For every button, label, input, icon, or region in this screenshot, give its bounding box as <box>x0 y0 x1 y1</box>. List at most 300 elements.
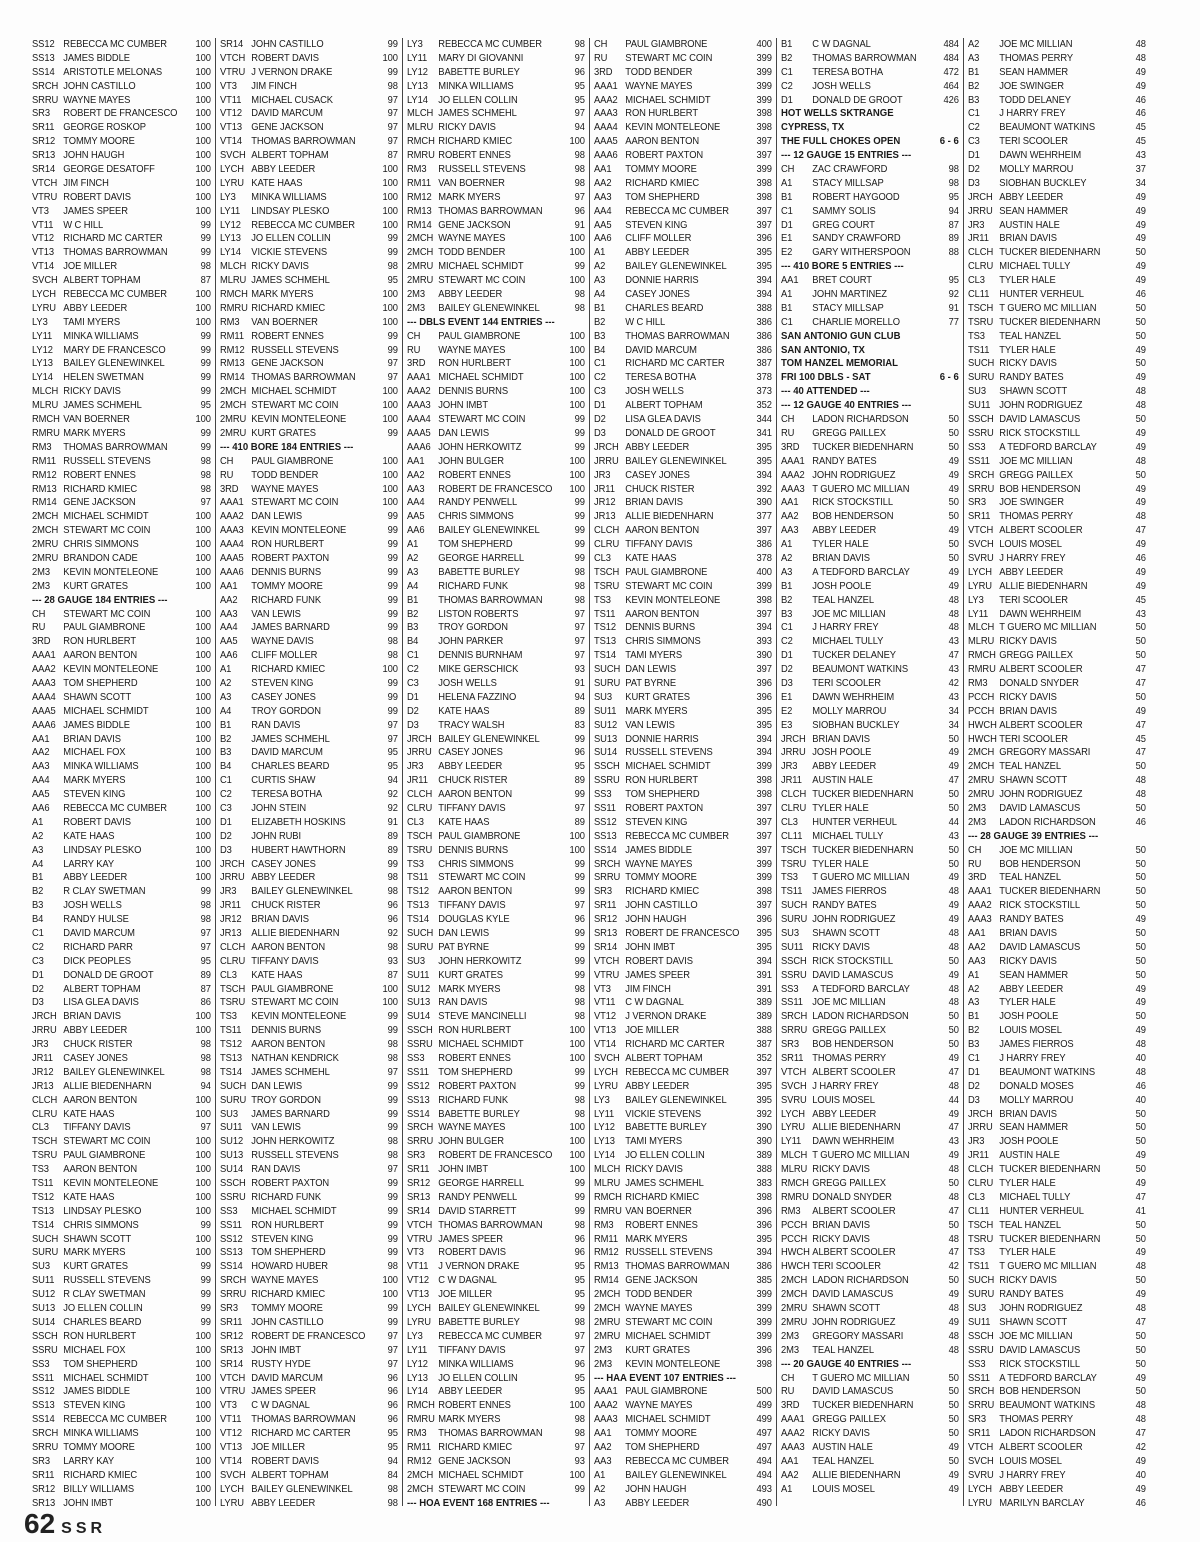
score: 42 <box>948 677 959 689</box>
score: 100 <box>195 205 211 217</box>
shooter-name: MICHAEL SCHMIDT <box>251 1205 337 1217</box>
class-code: VTRU <box>407 1233 433 1245</box>
class-code: JR12 <box>32 1066 54 1078</box>
score: 398 <box>756 789 772 801</box>
class-code: SS3 <box>220 1205 238 1217</box>
class-code: SR3 <box>968 497 986 509</box>
score: 99 <box>574 789 585 801</box>
class-code: A2 <box>968 39 980 50</box>
score: 100 <box>382 302 398 314</box>
section-header-text: SAN ANTONIO GUN CLUB <box>781 330 901 342</box>
shooter-name: ABBY LEEDER <box>999 191 1064 203</box>
score: 48 <box>948 983 959 995</box>
score: 47 <box>948 775 959 787</box>
class-code: CLCH <box>968 247 994 259</box>
shooter-name: RICHARD KMIEC <box>251 1289 326 1301</box>
score: 99 <box>387 539 398 551</box>
score: 48 <box>1135 775 1146 787</box>
shooter-name: ALLIE BIEDENHARN <box>999 580 1088 592</box>
score: 395 <box>756 455 772 467</box>
class-code: LY11 <box>781 1136 802 1148</box>
class-code: A1 <box>594 247 606 259</box>
shooter-name: C W DAGNAL <box>625 997 684 1009</box>
result-row <box>32 649 211 663</box>
score: 352 <box>756 1053 772 1065</box>
score: 389 <box>756 1150 772 1162</box>
class-code: TSRU <box>968 1233 994 1245</box>
score: 49 <box>1135 205 1146 217</box>
class-code: 3RD <box>32 636 51 648</box>
score: 83 <box>574 719 585 731</box>
class-code: AAA2 <box>220 511 244 523</box>
result-row <box>781 288 959 302</box>
shooter-name: TOMMY MOORE <box>625 164 697 176</box>
result-row <box>968 955 1146 969</box>
shooter-name: CHRIS SIMMONS <box>438 511 514 523</box>
result-row <box>220 427 398 441</box>
score: 49 <box>948 1483 959 1495</box>
score: 49 <box>1135 275 1146 287</box>
class-code: SRRU <box>968 1400 995 1412</box>
result-row <box>32 316 211 330</box>
result-row <box>220 858 398 872</box>
result-row <box>594 580 772 594</box>
shooter-name: DAN LEWIS <box>438 427 490 439</box>
class-code: C3 <box>32 955 44 967</box>
shooter-name: JOE MC MILLIAN <box>999 455 1073 467</box>
result-row <box>220 205 398 219</box>
shooter-name: DAVID MARCUM <box>63 928 135 939</box>
score: 98 <box>574 997 585 1009</box>
score: 49 <box>948 872 959 884</box>
section-header <box>781 385 959 399</box>
class-code: SVCH <box>220 150 246 162</box>
score: 97 <box>574 1344 585 1356</box>
class-code: HWCH <box>968 733 997 745</box>
class-code: RU <box>407 344 421 356</box>
class-code: E1 <box>781 691 793 703</box>
shooter-name: DONALD DE GROOT <box>63 969 154 981</box>
score: 394 <box>756 622 772 634</box>
shooter-name: JO ELLEN COLLIN <box>251 233 331 245</box>
result-row <box>594 941 772 955</box>
result-row <box>407 1177 585 1191</box>
result-row <box>220 1483 398 1497</box>
result-row <box>594 455 772 469</box>
class-code: SS11 <box>407 1066 429 1078</box>
score: 50 <box>1135 941 1146 953</box>
score: 98 <box>574 1316 585 1328</box>
class-code: JR11 <box>781 775 802 787</box>
class-code: SR12 <box>220 1330 244 1342</box>
shooter-name: TAMI MYERS <box>63 316 120 328</box>
result-row <box>594 191 772 205</box>
score: 397 <box>756 608 772 620</box>
score: 100 <box>195 747 211 759</box>
result-row <box>407 927 585 941</box>
score: 490 <box>756 1497 772 1509</box>
score: 95 <box>574 1386 585 1398</box>
result-row <box>407 608 585 622</box>
class-code: TS11 <box>968 1261 990 1273</box>
class-code: LYRU <box>220 177 244 189</box>
score: 50 <box>1135 1344 1146 1356</box>
result-row <box>32 1205 211 1219</box>
result-row <box>594 399 772 413</box>
shooter-name: LOUIS MOSEL <box>812 1094 875 1106</box>
score: 48 <box>1135 1303 1146 1315</box>
result-row <box>407 469 585 483</box>
score: 98 <box>387 1261 398 1273</box>
shooter-name: KATE HAAS <box>251 177 303 189</box>
result-row <box>781 441 959 455</box>
score: 396 <box>756 1219 772 1231</box>
score: 395 <box>756 1094 772 1106</box>
shooter-name: BRIAN DAVIS <box>63 1011 121 1023</box>
class-code: LY13 <box>220 233 241 245</box>
class-code: SU11 <box>968 400 991 412</box>
score: 50 <box>1135 1219 1146 1231</box>
result-row <box>968 441 1146 455</box>
class-code: TS14 <box>594 650 617 662</box>
result-row <box>32 135 211 149</box>
score: 99 <box>387 1080 398 1092</box>
result-row <box>594 1010 772 1024</box>
section-header-text: --- 410 BORE 184 ENTRIES --- <box>220 441 354 453</box>
score: 95 <box>387 761 398 773</box>
class-code: C1 <box>32 928 44 939</box>
class-code: LY3 <box>968 594 984 606</box>
result-row <box>594 927 772 941</box>
score: 100 <box>195 1205 211 1217</box>
result-row <box>968 719 1146 733</box>
result-row <box>220 1469 398 1483</box>
result-row <box>32 1149 211 1163</box>
class-code: A2 <box>407 552 419 564</box>
score: 95 <box>574 1275 585 1287</box>
class-code: SR3 <box>32 108 50 120</box>
class-code: 2M3 <box>781 1344 799 1356</box>
score: 99 <box>574 1066 585 1078</box>
class-code: C3 <box>220 802 232 814</box>
result-row <box>32 566 211 580</box>
score: 99 <box>574 511 585 523</box>
score: 99 <box>387 1108 398 1120</box>
score: 391 <box>756 983 772 995</box>
score: 49 <box>1135 1150 1146 1162</box>
shooter-name: W C HILL <box>625 316 666 328</box>
class-code: 2M3 <box>781 1330 799 1342</box>
result-row <box>594 816 772 830</box>
class-code: JR3 <box>594 469 611 481</box>
class-code: TSCH <box>220 983 246 995</box>
result-row <box>32 1372 211 1386</box>
section-header-text: --- HOA EVENT 168 ENTRIES --- <box>407 1497 550 1509</box>
shooter-name: NATHAN KENDRICK <box>251 1053 339 1065</box>
shooter-name: BAILEY GLENEWINKEL <box>438 1303 540 1315</box>
score: 48 <box>948 622 959 634</box>
score: 94 <box>948 205 959 217</box>
score: 87 <box>200 983 211 995</box>
result-row <box>32 1274 211 1288</box>
result-row <box>968 469 1146 483</box>
class-code: RMCH <box>220 289 248 301</box>
result-row <box>781 663 959 677</box>
class-code: VT12 <box>220 108 243 120</box>
class-code: RMCH <box>594 1191 622 1203</box>
class-code: MLCH <box>594 1164 621 1176</box>
score: 373 <box>756 386 772 398</box>
score: 99 <box>387 622 398 634</box>
score: 100 <box>382 414 398 426</box>
class-code: LYRU <box>32 302 56 314</box>
result-row <box>968 802 1146 816</box>
class-code: SU13 <box>32 1303 56 1315</box>
score: 99 <box>574 441 585 453</box>
shooter-name: ABBY LEEDER <box>63 872 128 884</box>
shooter-name: JOSH WELLS <box>812 80 871 92</box>
shooter-name: TUCKER BIEDENHARN <box>812 441 914 453</box>
score: 99 <box>387 1303 398 1315</box>
result-row <box>968 941 1146 955</box>
shooter-name: ALLIE BIEDENHARN <box>63 1080 152 1092</box>
score: 394 <box>756 289 772 301</box>
class-code: VT14 <box>220 136 243 148</box>
result-row <box>407 1080 585 1094</box>
shooter-name: ALBERT TOPHAM <box>251 1469 329 1481</box>
shooter-name: J HARRY FREY <box>812 1080 879 1092</box>
score: 398 <box>756 886 772 898</box>
shooter-name: WAYNE MAYES <box>625 1400 693 1412</box>
score: 100 <box>569 1400 585 1412</box>
result-row <box>594 1483 772 1497</box>
shooter-name: PAUL GIAMBRONE <box>438 830 521 842</box>
shooter-name: JOHN IMBT <box>251 1344 301 1356</box>
result-row <box>781 524 959 538</box>
score: 100 <box>382 289 398 301</box>
score: 399 <box>756 1303 772 1315</box>
result-row <box>407 774 585 788</box>
score: 49 <box>1135 261 1146 273</box>
result-row <box>32 996 211 1010</box>
score: 100 <box>382 664 398 676</box>
result-row <box>594 760 772 774</box>
shooter-name: CHARLIE MORELLO <box>812 316 900 328</box>
score: 48 <box>948 608 959 620</box>
result-row <box>32 302 211 316</box>
class-code: RM3 <box>968 677 988 689</box>
score: 484 <box>943 39 959 50</box>
class-code: VT11 <box>32 219 54 231</box>
score: 100 <box>195 830 211 842</box>
class-code: SU12 <box>594 719 618 731</box>
class-code: CH <box>781 164 795 176</box>
result-row <box>220 677 398 691</box>
score: 50 <box>1135 469 1146 481</box>
score: 47 <box>1135 525 1146 537</box>
shooter-name: TOM SHEPHERD <box>438 539 513 551</box>
score: 100 <box>195 1372 211 1384</box>
result-row <box>781 1233 959 1247</box>
result-row <box>594 1274 772 1288</box>
score: 100 <box>195 1164 211 1176</box>
shooter-name: STEWART MC COIN <box>63 608 151 620</box>
score: 47 <box>1135 1428 1146 1440</box>
score: 44 <box>948 1094 959 1106</box>
result-row <box>968 1080 1146 1094</box>
class-code: LYCH <box>407 1303 431 1315</box>
class-code: SRCH <box>32 80 59 92</box>
score: 50 <box>1135 302 1146 314</box>
result-row <box>781 871 959 885</box>
result-row <box>781 246 959 260</box>
score: 99 <box>574 539 585 551</box>
result-row <box>968 1455 1146 1469</box>
result-row <box>594 288 772 302</box>
result-row <box>220 1441 398 1455</box>
shooter-name: JAMES FIERROS <box>999 1039 1074 1051</box>
result-row <box>594 1288 772 1302</box>
class-code: TSRU <box>407 844 433 856</box>
score: 100 <box>569 1164 585 1176</box>
result-row <box>781 580 959 594</box>
shooter-name: BAILEY GLENEWINKEL <box>625 261 727 273</box>
class-code: VT14 <box>220 1455 243 1467</box>
result-row <box>407 1149 585 1163</box>
shooter-name: GEORGE ROSKOP <box>63 122 146 134</box>
score: 50 <box>948 1039 959 1051</box>
class-code: JRRU <box>407 747 432 759</box>
class-code: LYCH <box>781 1108 805 1120</box>
class-code: CH <box>781 1372 795 1384</box>
score: 96 <box>387 900 398 912</box>
result-row <box>594 469 772 483</box>
shooter-name: J HARRY FREY <box>999 1469 1066 1481</box>
score: 100 <box>569 233 585 245</box>
shooter-name: THOMAS BARROWMAN <box>438 594 543 606</box>
score: 99 <box>200 247 211 259</box>
score: 98 <box>574 289 585 301</box>
result-row <box>407 121 585 135</box>
score: 96 <box>574 205 585 217</box>
score: 96 <box>574 1247 585 1259</box>
class-code: VT3 <box>407 1247 424 1259</box>
shooter-name: DICK PEOPLES <box>63 955 131 967</box>
shooter-name: BRIAN DAVIS <box>812 552 870 564</box>
class-code: TS13 <box>220 1053 243 1065</box>
result-row <box>32 1344 211 1358</box>
score: 99 <box>387 858 398 870</box>
score: 87 <box>387 150 398 162</box>
class-code: D2 <box>32 983 44 995</box>
result-row <box>407 1121 585 1135</box>
shooter-name: PAUL GIAMBRONE <box>251 983 334 995</box>
class-code: AA5 <box>32 789 50 801</box>
class-code: SR11 <box>32 1469 55 1481</box>
class-code: SS3 <box>781 983 799 995</box>
shooter-name: JOE SWINGER <box>999 80 1064 92</box>
shooter-name: RICKY DAVIS <box>251 261 309 273</box>
score: 100 <box>569 1150 585 1162</box>
result-row <box>32 663 211 677</box>
class-code: SS12 <box>407 1080 430 1092</box>
class-code: AA6 <box>594 233 612 245</box>
result-row <box>407 1372 585 1386</box>
class-code: JR12 <box>220 914 242 926</box>
score: 98 <box>574 1094 585 1106</box>
score: 100 <box>195 1330 211 1342</box>
result-row <box>968 413 1146 427</box>
result-row <box>594 1135 772 1149</box>
shooter-name: ABBY LEEDER <box>625 1080 690 1092</box>
class-code: SR13 <box>594 928 618 939</box>
score: 91 <box>574 219 585 231</box>
shooter-name: JOHN IMBT <box>625 941 675 953</box>
result-row <box>32 1413 211 1427</box>
result-row <box>968 344 1146 358</box>
shooter-name: RICHARD FUNK <box>251 594 321 606</box>
score: 97 <box>574 108 585 120</box>
score: 397 <box>756 830 772 842</box>
results-column <box>776 38 963 1506</box>
result-row <box>32 1163 211 1177</box>
result-row <box>407 1108 585 1122</box>
result-row <box>220 413 398 427</box>
class-code: A1 <box>781 1483 793 1495</box>
score: 99 <box>200 1275 211 1287</box>
shooter-name: JAMES SCHMEHL <box>251 1066 330 1078</box>
score: 100 <box>195 1094 211 1106</box>
class-code: B2 <box>407 608 419 620</box>
result-row <box>32 955 211 969</box>
result-row <box>968 1246 1146 1260</box>
class-code: PCCH <box>968 705 995 717</box>
class-code: CLRU <box>968 261 994 273</box>
shooter-name: BOB HENDERSON <box>999 1386 1081 1398</box>
class-code: SU14 <box>407 1011 431 1023</box>
score: 99 <box>200 358 211 370</box>
shooter-name: AARON BENTON <box>63 1094 138 1106</box>
result-row <box>407 52 585 66</box>
shooter-name: VAN LEWIS <box>625 719 675 731</box>
score: 500 <box>756 1386 772 1398</box>
result-row <box>968 1233 1146 1247</box>
result-row <box>968 1441 1146 1455</box>
class-code: SS11 <box>220 1219 242 1231</box>
score: 94 <box>387 1455 398 1467</box>
shooter-name: BABETTE BURLEY <box>438 1108 520 1120</box>
shooter-name: CASEY JONES <box>63 1053 128 1065</box>
shooter-name: ABBY LEEDER <box>812 525 877 537</box>
result-row <box>407 1455 585 1469</box>
result-row <box>32 1135 211 1149</box>
result-row <box>594 441 772 455</box>
class-code: RM3 <box>220 316 240 328</box>
shooter-name: J HARRY FREY <box>999 552 1066 564</box>
shooter-name: DAVID MARCUM <box>251 108 323 120</box>
shooter-name: KURT GRATES <box>625 691 690 703</box>
shooter-name: CASEY JONES <box>251 691 316 703</box>
class-code: SSRU <box>968 427 994 439</box>
score: 99 <box>387 1191 398 1203</box>
shooter-name: STEWART MC COIN <box>63 525 151 537</box>
shooter-name: AARON BENTON <box>625 608 700 620</box>
shooter-name: ROBERT PAXTON <box>251 552 330 564</box>
class-code: CLCH <box>968 1164 994 1176</box>
result-row <box>32 1121 211 1135</box>
result-row <box>32 163 211 177</box>
result-row <box>220 1455 398 1469</box>
